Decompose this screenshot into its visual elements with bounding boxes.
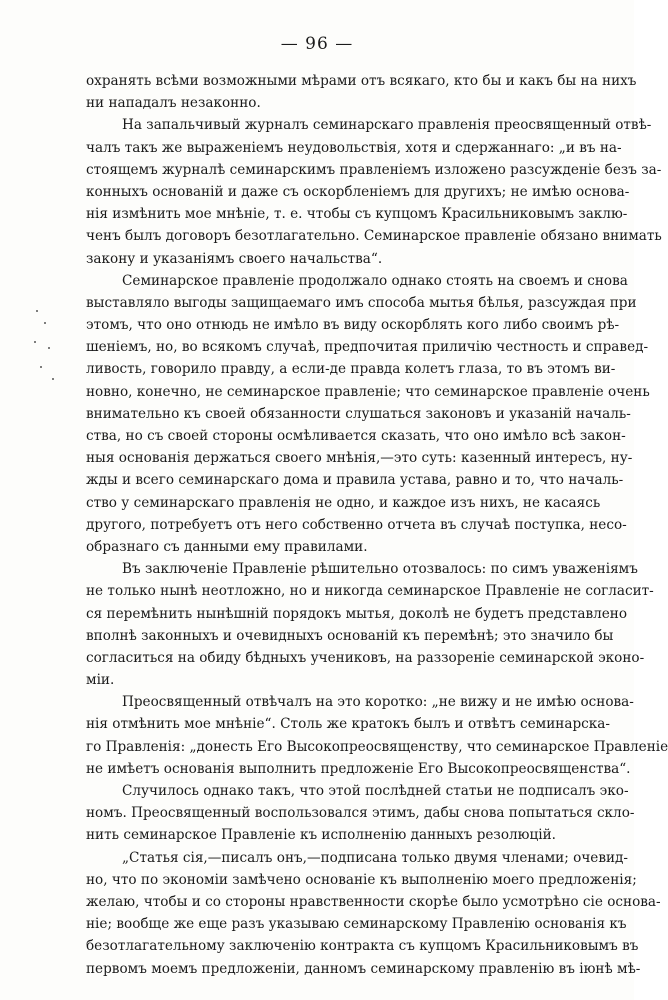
text-line: охранять всѣми возможными мѣрами отъ всякаго, кто бы и какъ бы на нихъ (86, 73, 637, 89)
text-line: ніе; вообще же еще разъ указываю семинарскому Правленію основанія къ (86, 916, 627, 933)
text-line: ство у семинарскаго правленія не одно, и каждое изъ нихъ, не касаясь (86, 494, 601, 511)
text-line: жды и всего семинарскаго дома и правила устава, равно и то, что началь- (86, 472, 624, 489)
text-line: го Правленія: „донесть Его Высокопреосвященству, что семинарское Правленіе (86, 738, 668, 755)
text-line: шеніемъ, но, во всякомъ случаѣ, предпочитая приличію честность и справед- (86, 339, 649, 356)
text-line: первомъ моемъ предложеніи, данномъ семинарскому правленію въ іюнѣ мѣ- (86, 960, 641, 977)
text-line: Въ заключеніе Правленіе рѣшительно отозвалось: по симъ уваженіямъ (122, 561, 638, 578)
text-line: міи. (86, 672, 115, 689)
text-line: другого, потребуетъ отъ него собственно отчета въ случаѣ поступка, несо- (86, 516, 627, 533)
text-line: номъ. Преосвященный воспользовался этимъ, дабы снова попытаться скло- (86, 805, 635, 822)
text-line: не только нынѣ неотложно, но и никогда семинарское Правленіе не согласит- (86, 583, 654, 600)
text-line: ства, но съ своей стороны осмѣливается сказать, что оно имѣло всѣ закон- (86, 428, 626, 444)
text-line: „Статья сія,—писалъ онъ,—подписана только двумя членами; очевид- (122, 849, 629, 866)
text-line: ни нападалъ незаконно. (86, 95, 261, 112)
text-line: Семинарское правленіе продолжало однако стоять на своемъ и снова (122, 272, 628, 289)
text-line: но, что по экономіи замѣчено основаніе къ выполненію моего предложенія; (86, 871, 637, 888)
text-line: закону и указаніямъ своего начальства“. (86, 250, 383, 267)
text-line: выставляло выгоды защищаемаго имъ способа мытья бѣлья, разсуждая при (86, 294, 637, 311)
text-line: Преосвященный отвѣчалъ на это коротко: „не вижу и не имѣю основа- (122, 694, 634, 711)
text-line: ченъ былъ договоръ безотлагательно. Семинарское правленіе обязано внимать (86, 228, 662, 245)
text-line: желаю, чтобы и со стороны нравственности скорѣе было усмотрѣно сіе основа- (86, 893, 661, 910)
text-line: безотлагательному заключенію контракта съ купцомъ Красильниковымъ въ (86, 938, 639, 955)
text-line: новно, конечно, не семинарское правленіе; что семинарское правленіе очень (86, 383, 650, 400)
text-line: внимательно къ своей обязанности слушаться законовъ и указаній началь- (86, 405, 631, 422)
text-line: этомъ, что оно отнюдь не имѣло въ виду оскорблять кого либо своимъ рѣ- (86, 317, 620, 334)
text-line: согласиться на обиду бѣдныхъ учениковъ, на раззореніе семинарской эконо- (86, 649, 645, 666)
body-text (86, 70, 668, 980)
text-line: не имѣетъ основанія выполнить предложеніе Его Высокопреосвященства“. (86, 760, 631, 777)
text-line: чалъ такъ же выраженіемъ неудовольствія, хотя и сдержаннаго: „и въ на- (86, 139, 622, 156)
page-number: — 96 — (280, 34, 354, 54)
text-line: стоящемъ журналѣ семинарскимъ правленіемъ изложено разсужденіе безъ за- (86, 161, 662, 178)
text-line: На запальчивый журналъ семинарскаго правленія преосвященный отвѣ- (122, 117, 652, 134)
text-line: ся перемѣнить нынѣшній порядокъ мытья, доколѣ не будетъ представлено (86, 605, 628, 622)
text-line: конныхъ основаній и даже съ оскорбленіемъ для другихъ; не имѣю основа- (86, 183, 630, 200)
text-line: вполнѣ законныхъ и очевидныхъ основаній къ перемѣнѣ; это значило бы (86, 627, 614, 644)
text-line: ливость, говорило правду, а если-де правда колетъ глаза, то въ этомъ ви- (86, 361, 616, 378)
margin-marks (30, 300, 66, 390)
text-line: Случилось однако такъ, что этой послѣдней статьи не подписалъ эко- (122, 783, 629, 799)
text-line: ныя основанія держаться своего мнѣнія,—это суть: казенный интересъ, ну- (86, 450, 633, 467)
text-line: нія измѣнить мое мнѣніе, т. е. чтобы съ купцомъ Красильниковымъ заклю- (86, 206, 628, 223)
text-line: образнаго съ данными ему правилами. (86, 538, 368, 555)
text-line: нія отмѣнить мое мнѣніе“. Столь же кратокъ былъ и отвѣтъ семинарска- (86, 716, 610, 733)
text-line: нить семинарское Правленіе къ исполненію данныхъ резолюцій. (86, 827, 556, 844)
